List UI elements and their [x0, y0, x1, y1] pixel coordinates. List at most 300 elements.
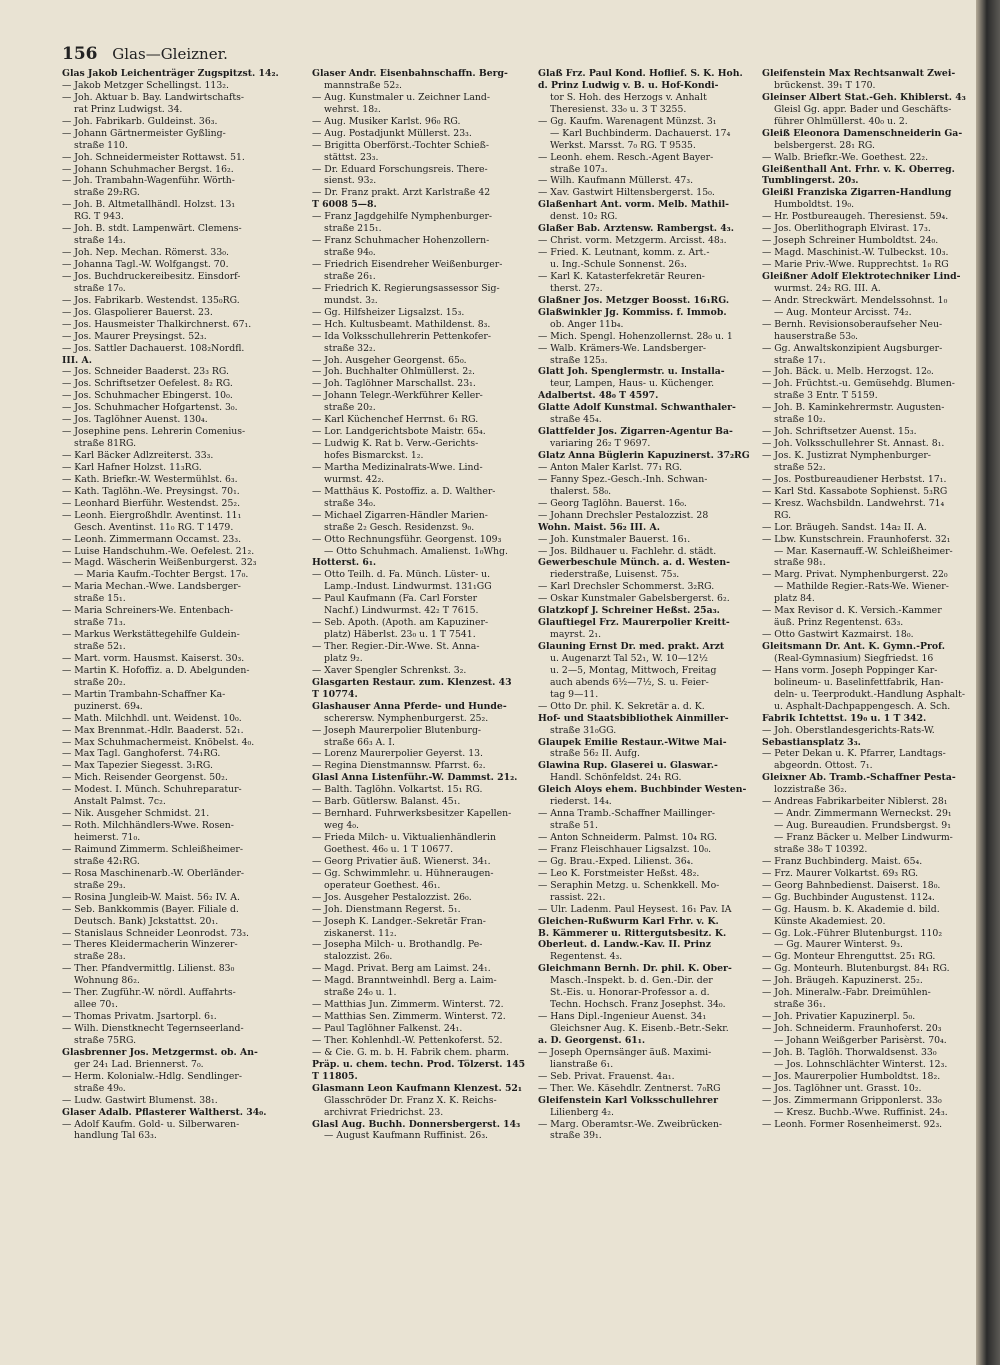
directory-line: scherersw. Nymphenburgerst. 25₂.	[324, 712, 489, 724]
directory-line: — Aug. Postadjunkt Müllerst. 23₃.	[312, 127, 472, 139]
directory-line: — Mich. Reisender Georgenst. 50₂.	[62, 772, 228, 784]
directory-line: puzinerst. 69₄.	[74, 700, 143, 712]
directory-line: — Josephine pens. Lehrerin Comenius-	[62, 426, 246, 438]
directory-line: — Aug. Monteur Arcisst. 74₂.	[774, 306, 912, 318]
directory-line: wurmst. 42₂.	[324, 473, 385, 485]
directory-line: straße 10₂.	[774, 414, 826, 426]
directory-line: — Franz Jagdgehilfe Nymphenburger-	[312, 211, 493, 223]
directory-line: — Gg. Hausm. b. K. Akademie d. bild.	[762, 903, 940, 915]
directory-line: Glasgarten Restaur. zum. Klenzest. 43	[312, 676, 512, 688]
directory-line: — Adolf Kaufm. Gold- u. Silberwaren-	[62, 1118, 240, 1130]
directory-line: — Jos. Bildhauer u. Fachlehr. d. städt.	[538, 545, 717, 557]
directory-line: platz 84.	[774, 593, 815, 605]
page-header	[62, 44, 942, 68]
directory-line: — Gg. Lok.-Führer Blutenburgst. 110₂	[762, 927, 943, 939]
directory-line: Handl. Schönfeldst. 24₁ RG.	[550, 772, 682, 784]
directory-line: führer Ohlmüllerst. 40₀ u. 2.	[774, 115, 908, 127]
directory-line: — Gg. Hilfsheizer Ligsalzst. 15₃.	[312, 306, 465, 318]
directory-line: — Maria Schreiners-We. Entenbach-	[62, 605, 234, 617]
directory-line: — Jos. Schneider Baaderst. 23₃ RG.	[62, 366, 229, 378]
directory-line: straße 20₂.	[324, 402, 376, 414]
directory-line: — Johann Telegr.-Werkführer Keller-	[312, 390, 483, 402]
directory-line: — Leo K. Forstmeister Heßst. 48₂.	[538, 867, 700, 879]
directory-line: — Fanny Spez.-Gesch.-Inh. Schwan-	[538, 473, 708, 485]
directory-line: Gleißner Adolf Elektrotechniker Lind-	[762, 270, 961, 282]
directory-line: — Franz Bäcker u. Melber Lindwurm-	[774, 832, 953, 843]
directory-line: Humboldtst. 19₀.	[774, 199, 855, 211]
directory-line: T 10774.	[312, 688, 358, 700]
directory-line: — Martin Trambahn-Schaffner Ka-	[62, 688, 226, 700]
directory-line: — Joh. B. stdt. Lampenwärt. Clemens-	[62, 223, 242, 235]
directory-line: Präp. u. chem. techn. Prod. Tölzerst. 145	[312, 1058, 526, 1070]
directory-line: Glatz Anna Büglerin Kapuzinerst. 37₂RG	[538, 450, 750, 461]
directory-line: — Jos. Maurer Preysingst. 52₃.	[62, 330, 207, 342]
directory-line: — Maria Kaufm.-Tochter Bergst. 17₀.	[74, 569, 249, 581]
directory-line: — Max Brennmat.-Hdlr. Baaderst. 52₁.	[62, 724, 244, 736]
directory-line: — Jos. Lohnschlächter Winterst. 12₃.	[774, 1058, 948, 1070]
directory-line: — Georg Bahnbedienst. Daiserst. 18₀.	[762, 879, 941, 891]
directory-line: platz) Häberlst. 23₀ u. 1 T 7541.	[324, 629, 476, 641]
directory-line: wurmst. 24₂ RG. III. A.	[774, 282, 881, 294]
directory-line: — Georg Privatier äuß. Wienerst. 34₁.	[312, 855, 491, 867]
directory-line: — Joh. Buchhalter Ohlmüllerst. 2₂.	[312, 366, 475, 378]
directory-line: — Hans Dipl.-Ingenieur Auenst. 34₁	[538, 1011, 707, 1023]
directory-line: — Stanislaus Schneider Leonrodst. 73₃.	[62, 927, 249, 939]
directory-line: — Joh. Schriftsetzer Auenst. 15₃.	[762, 426, 917, 438]
directory-line: Oberleut. d. Landw.-Kav. II. Prinz	[538, 939, 712, 951]
directory-line: — Anton Maler Karlst. 77₁ RG.	[538, 461, 683, 473]
directory-line: — Otto Dr. phil. K. Sekretär a. d. K.	[538, 700, 705, 712]
directory-line: Glaser Andr. Eisenbahnschaffn. Berg-	[312, 68, 508, 79]
directory-line: — Hr. Postbureaugeh. Theresienst. 59₄.	[762, 211, 949, 223]
directory-line: Glaser Adalb. Pflasterer Waltherst. 34₀.	[62, 1106, 267, 1118]
directory-line: — Markus Werkstättegehilfe Guldein-	[62, 629, 240, 641]
directory-line: d. Prinz Ludwig v. B. u. Hof-Kondi-	[538, 79, 719, 91]
directory-line: deln- u. Teerprodukt.-Handlung Asphalt-	[774, 688, 965, 700]
directory-line: — Paul Taglöhner Falkenst. 24₁.	[312, 1023, 463, 1034]
book-binding	[976, 0, 1000, 1365]
directory-line: — Leonhard Bierführ. Westendst. 25₂.	[62, 497, 241, 509]
directory-line: straße 45₄.	[550, 414, 602, 426]
directory-line: — Ther. Zugführ.-W. nördl. Auffahrts-	[62, 987, 236, 999]
directory-line: — Joh. Volksschullehrer St. Annast. 8₁.	[762, 438, 945, 450]
directory-line: — Lor. Landgerichtsbote Maistr. 65₄.	[312, 426, 486, 438]
directory-line: — Dr. Franz prakt. Arzt Karlstraße 42	[312, 187, 491, 199]
directory-line: Glatte Adolf Kunstmal. Schwanthaler-	[538, 402, 736, 414]
directory-line: — Jos. Glaspolierer Bauerst. 23.	[62, 306, 213, 318]
directory-line: — Martha Medizinalrats-Wwe. Lind-	[312, 461, 483, 473]
directory-line: — Joh. Früchtst.-u. Gemüsehdg. Blumen-	[762, 378, 955, 390]
directory-line: — Magd. Privat. Berg am Laimst. 24₁.	[312, 963, 491, 975]
directory-line: — Jos. Fabrikarb. Westendst. 135₀RG.	[62, 294, 240, 306]
directory-line: äuß. Prinz Regentenst. 63₃.	[774, 617, 904, 629]
directory-line: — Joh. Trambahn-Wagenführ. Wörth-	[62, 175, 235, 187]
directory-line: Glas Jakob Leichenträger Zugspitzst. 14₂.	[62, 68, 279, 79]
directory-line: — Jos. Schriftsetzer Oefelest. 8₂ RG.	[62, 378, 233, 390]
directory-line: — Herm. Kolonialw.-Hdlg. Sendlinger-	[62, 1070, 242, 1082]
directory-line: — Franz Fleischhauer Ligsalzst. 10₀.	[538, 843, 712, 855]
directory-line: straße 107₃.	[550, 163, 608, 175]
directory-line: — Oskar Kunstmaler Gabelsbergerst. 6₂.	[538, 593, 730, 605]
directory-line: straße 39₁.	[550, 1130, 602, 1142]
directory-line: — Marie Priv.-Wwe. Rupprechtst. 1₀ RG	[762, 259, 949, 270]
directory-line: straße 29₂RG.	[74, 187, 140, 199]
directory-line: straße 32₂.	[324, 342, 376, 354]
directory-line: — Jakob Metzger Schellingst. 113₂.	[62, 79, 229, 91]
directory-line: tag 9—11.	[550, 688, 599, 700]
directory-line: Regentenst. 4₃.	[550, 951, 623, 963]
directory-line: — Ther. Kohlenhdl.-W. Pettenkoferst. 52.	[312, 1034, 503, 1046]
directory-line: — Gg. Buchbinder Augustenst. 112₄.	[762, 891, 935, 903]
directory-line: — Roth. Milchhändlers-Wwe. Rosen-	[62, 820, 234, 832]
directory-line: — Ulr. Ladenm. Paul Heysest. 16₁ Pav. IA	[538, 903, 732, 915]
directory-line: riederst. 14₄.	[550, 796, 612, 808]
directory-line: — Matthäus K. Postoffiz. a. D. Walther-	[312, 485, 496, 497]
directory-line: — Walb. Briefkr.-We. Goethest. 22₂.	[762, 151, 929, 163]
directory-line: Adalbertst. 48₀ T 4597.	[538, 390, 659, 402]
directory-line: straße 52₂.	[774, 461, 826, 473]
directory-line: thalerst. 58₀.	[550, 485, 612, 497]
directory-line: — Joseph Opernsänger äuß. Maximi-	[538, 1046, 712, 1058]
directory-line: straße 66₃ A. I.	[324, 736, 395, 748]
directory-line: Gleisl Gg. appr. Bader und Geschäfts-	[774, 103, 952, 115]
directory-line: — Jos. Schuhmacher Ebingerst. 10₀.	[62, 390, 233, 402]
directory-line: Anstalt Palmst. 7c₂.	[74, 796, 166, 808]
directory-line: — Joh. B. Altmetallhändl. Holzst. 13₁	[62, 199, 236, 211]
directory-line: Künste Akademiest. 20.	[774, 915, 886, 927]
directory-line: straße 56₂ II. Aufg.	[550, 748, 640, 760]
directory-line: Gleifenstein Max Rechtsanwalt Zwei-	[762, 68, 956, 79]
directory-line: — Xav. Gastwirt Hiltensbergerst. 15₀.	[538, 187, 715, 199]
directory-line: straße 17₀.	[74, 282, 126, 294]
directory-line: RG.	[774, 509, 792, 521]
directory-line: therst. 27₂.	[550, 282, 603, 294]
directory-line: — Ludwig K. Rat b. Verw.-Gerichts-	[312, 438, 479, 450]
directory-line: Sebastiansplatz 3₃.	[762, 736, 861, 748]
directory-line: Gleichen-Rußwurm Karl Frhr. v. K.	[538, 915, 719, 927]
directory-line: — Wilh. Kaufmann Müllerst. 47₃.	[538, 175, 694, 187]
directory-line: Gleichsner Aug. K. Eisenb.-Betr.-Sekr.	[550, 1023, 729, 1034]
directory-line: wehrst. 18₂.	[324, 103, 381, 115]
directory-line: — Otto Rechnungsführ. Georgenst. 109₃	[312, 533, 502, 545]
directory-line: Theresienst. 33₀ u. 3 T 3255.	[550, 103, 687, 115]
directory-line: — Johann Schuhmacher Bergst. 16₂.	[62, 163, 234, 175]
directory-line: — Walb. Krämers-We. Landsberger-	[538, 342, 707, 354]
directory-line: Glasschröder Dr. Franz X. K. Reichs-	[324, 1094, 497, 1106]
directory-line: ger 24₁ Lad. Briennerst. 7₀.	[74, 1058, 204, 1070]
directory-line: — Max Tapezier Siegesst. 3₁RG.	[62, 760, 213, 772]
directory-line: — Math. Milchhdl. unt. Weidenst. 10₀.	[62, 712, 242, 724]
directory-line: — Leonh. Former Rosenheimerst. 92₃.	[762, 1118, 943, 1130]
directory-line: — Joh. B. Kaminkehrermstr. Augusten-	[762, 402, 945, 414]
directory-line: platz 9₂.	[324, 652, 363, 664]
directory-line: — Marg. Oberamtsr.-We. Zweibrücken-	[538, 1118, 722, 1130]
directory-line: — Joh. Aktuar b. Bay. Landwirtschafts-	[62, 91, 245, 103]
directory-line: u. 2—5, Montag, Mittwoch, Freitag	[550, 664, 717, 676]
directory-line: — Gg. Brau.-Exped. Lilienst. 36₄.	[538, 855, 694, 867]
directory-line: — Anna Tramb.-Schaffner Maillinger-	[538, 808, 716, 820]
directory-line: — Joh. Schneiderm. Fraunhoferst. 20₃	[762, 1023, 942, 1034]
directory-line: — Nik. Ausgeher Schmidst. 21.	[62, 808, 210, 820]
directory-line: — Karl Hafner Holzst. 11₃RG.	[62, 461, 202, 473]
directory-line: — Mar. Kasernauff.-W. Schleißheimer-	[774, 545, 953, 557]
directory-line: — Hans vorm. Joseph Poppinger Kar-	[762, 664, 938, 676]
directory-line: straße 94₀.	[324, 247, 376, 259]
directory-line: straße 125₃.	[550, 354, 608, 366]
directory-line: — Rosa Maschinenarb.-W. Oberländer-	[62, 867, 245, 879]
directory-line: — Jos. Ausgeher Pestalozzist. 26₀.	[312, 891, 472, 903]
directory-line: riederstraße, Luisenst. 75₃.	[550, 569, 680, 581]
directory-line: — Franz Schuhmacher Hohenzollern-	[312, 235, 490, 247]
directory-line: — Jos. Schuhmacher Hofgartenst. 3₀.	[62, 402, 238, 414]
directory-line: u. Augenarzt Tal 52₁, W. 10—12½	[550, 652, 708, 664]
directory-line: — Lbw. Kunstschrein. Fraunhoferst. 32₁	[762, 533, 951, 545]
directory-line: — Ida Volksschullehrerin Pettenkofer-	[312, 330, 491, 342]
directory-line: — Balth. Taglöhn. Volkartst. 15₁ RG.	[312, 784, 483, 796]
directory-line: — Seb. Apoth. (Apoth. am Kapuziner-	[312, 617, 489, 629]
directory-line: — Andr. Zimmermann Werneckst. 29₁	[774, 808, 952, 820]
directory-line: — Jos. Taglöhner unt. Grasst. 10₂.	[762, 1082, 922, 1094]
directory-line: — Magd. Branntweinhdl. Berg a. Laim-	[312, 975, 497, 987]
directory-line: rat Prinz Ludwigst. 34.	[74, 103, 183, 115]
directory-line: — Fried. K. Leutnant, komm. z. Art.-	[538, 247, 710, 259]
directory-line: — Matthias Sen. Zimmerm. Winterst. 72.	[312, 1011, 506, 1023]
directory-line: straße 24₀ u. 1.	[324, 987, 397, 999]
directory-line: belsbergerst. 28₁ RG.	[774, 139, 875, 151]
directory-line: straße 17₁.	[774, 354, 826, 366]
directory-line: — Regina Dienstmannsw. Pfarrst. 6₂.	[312, 760, 486, 772]
directory-line: brückenst. 39₁ T 170.	[774, 79, 876, 91]
directory-line: — Brigitta Oberförst.-Tochter Schieß-	[312, 139, 489, 151]
directory-line: — Rosina Jungleib-W. Maist. 56₂ IV. A.	[62, 891, 240, 903]
directory-line: — Ther. We. Käsehdlr. Zentnerst. 7₀RG	[538, 1082, 721, 1094]
directory-line: (Real-Gymnasium) Siegfriedst. 16	[774, 652, 934, 664]
directory-line: — Joh. Bräugeh. Kapuzinerst. 25₂.	[762, 975, 923, 987]
directory-line: — Leonh. Zimmermann Occamst. 23₃.	[62, 533, 242, 545]
page-range: Glas—Gleizner.	[112, 45, 228, 63]
directory-line: — Joh. Schneidermeister Rottawst. 51.	[62, 151, 245, 163]
directory-line: Glauning Ernst Dr. med. prakt. Arzt	[538, 641, 725, 652]
directory-line: — Joh. Taglöhner Marschallst. 23₁.	[312, 378, 476, 390]
directory-line: straße 29₃.	[74, 879, 126, 891]
directory-line: — Joh. Bäck. u. Melb. Herzogst. 12₀.	[762, 366, 934, 378]
directory-line: — Karl Std. Kassabote Sophienst. 5₃RG	[762, 485, 948, 497]
directory-line: — Seb. Privat. Frauenst. 4a₁.	[538, 1070, 675, 1082]
directory-line: Lamp.-Indust. Lindwurmst. 131₁GG	[324, 581, 492, 593]
directory-line: Glaßenhart Ant. vorm. Melb. Mathil-	[538, 199, 729, 211]
directory-line: — Gg. Monteurh. Blutenburgst. 84₁ RG.	[762, 963, 950, 975]
directory-line: — Frieda Milch- u. Viktualienhändlerin	[312, 832, 496, 843]
directory-line: Glaßer Bab. Arztensw. Rambergst. 4₃.	[538, 223, 734, 235]
directory-line: — Gg. Anwaltskonzipient Augsburger-	[762, 342, 943, 354]
directory-line: — Otto Gastwirt Kazmairst. 18₀.	[762, 629, 914, 641]
directory-line: — Franz Buchbinderg. Maist. 65₄.	[762, 855, 923, 867]
directory-line: St.-Eis. u. Honorar-Professor a. d.	[550, 987, 710, 999]
directory-line: straße 28₃.	[74, 951, 126, 963]
directory-line: straße 36₁.	[774, 999, 826, 1011]
directory-line: Gleiß Eleonora Damenschneiderin Ga-	[762, 127, 963, 139]
directory-line: — Jos. Taglöhner Auenst. 130₄.	[62, 414, 208, 426]
directory-line: — Max Tagl. Ganghoferst. 74₁RG.	[62, 748, 221, 760]
directory-line: — Friedrich Eisendreher Weißenburger-	[312, 259, 503, 270]
directory-line: — Karl Küchenchef Herrnst. 6₁ RG.	[312, 414, 479, 426]
directory-line: — Josepha Milch- u. Brothandlg. Pe-	[312, 939, 483, 951]
directory-line: u. Ing.-Schule Sonnenst. 26₃.	[550, 259, 687, 270]
directory-line: Gleifenstein Karl Volksschullehrer	[538, 1094, 718, 1106]
directory-line: hofes Bismarckst. 1₂.	[324, 450, 424, 461]
directory-line: T 11805.	[312, 1070, 358, 1082]
directory-line: — Jos. Oberlithograph Elvirast. 17₃.	[762, 223, 931, 235]
directory-line: straße 75RG.	[74, 1034, 137, 1046]
directory-line: allee 70₁.	[74, 999, 118, 1011]
directory-line: straße 2₂ Gesch. Residenzst. 9₀.	[324, 521, 475, 533]
directory-line: Gleitsmann Dr. Ant. K. Gymn.-Prof.	[762, 641, 945, 652]
directory-line: — Aug. Kunstmaler u. Zeichner Land-	[312, 91, 490, 103]
directory-line: — Raimund Zimmerm. Schleißheimer-	[62, 843, 244, 855]
directory-line: — Jos. K. Justizrat Nymphenburger-	[762, 450, 931, 461]
directory-line: — Gg. Monteur Ehrenguttst. 25₁ RG.	[762, 951, 936, 963]
directory-line: variaring 26₂ T 9697.	[550, 438, 651, 450]
directory-line: — Joseph K. Landger.-Sekretär Fran-	[312, 915, 486, 927]
directory-line: abgeordn. Ottost. 7₁.	[774, 760, 873, 772]
directory-line: handlung Tal 63₃.	[74, 1130, 157, 1142]
directory-line: — Joh. Privatier Kapuzinerpl. 5₀.	[762, 1011, 916, 1023]
directory-line: Glatt Joh. Spenglermstr. u. Installa-	[538, 366, 725, 378]
directory-line: — Kath. Briefkr.-W. Westermühlst. 6₃.	[62, 473, 238, 485]
directory-line: — Leonh. ehem. Resch.-Agent Bayer-	[538, 151, 714, 163]
directory-line: Gleißenthall Ant. Frhr. v. K. Oberreg.	[762, 163, 955, 175]
directory-column-4	[762, 68, 976, 1358]
directory-line: — Ther. Regier.-Dir.-Wwe. St. Anna-	[312, 641, 480, 652]
directory-line: straße 215₁.	[324, 223, 382, 235]
directory-line: — Joh. B. Taglöh. Thorwaldsenst. 33₀	[762, 1046, 937, 1058]
directory-line: — Mich. Spengl. Hohenzollernst. 28₀ u. 1	[538, 330, 733, 342]
directory-line: — Otto Schuhmach. Amalienst. 1₀Whg.	[324, 545, 508, 557]
directory-line: auch abends 6½—7½, S. u. Feier-	[550, 676, 709, 688]
directory-line: — Max Revisor d. K. Versich.-Kammer	[762, 605, 942, 617]
directory-line: — Anton Schneiderm. Palmst. 10₄ RG.	[538, 832, 718, 843]
directory-line: — Jos. Postbureaudiener Herbstst. 17₁.	[762, 473, 947, 485]
directory-line: — Bernh. Revisionsoberaufseher Neu-	[762, 318, 943, 330]
directory-line: Tumblingerst. 20₃.	[762, 175, 859, 187]
directory-line: — Wilh. Dienstknecht Tegernseerland-	[62, 1023, 244, 1034]
directory-line: — Kresz. Wachsbildn. Landwehrst. 71₄	[762, 497, 945, 509]
directory-line: Gleich Aloys ehem. Buchbinder Westen-	[538, 784, 747, 796]
directory-line: denst. 10₂ RG.	[550, 211, 618, 223]
directory-line: — Joh. Kunstmaler Bauerst. 16₁.	[538, 533, 691, 545]
directory-line: Techn. Hochsch. Franz Josephst. 34₀.	[550, 999, 726, 1011]
directory-line: Glaßner Jos. Metzger Boosst. 16₁RG.	[538, 294, 730, 306]
directory-line: — Joh. Dienstmann Regerst. 5₁.	[312, 903, 461, 915]
directory-line: — Dr. Eduard Forschungsreis. There-	[312, 163, 488, 175]
directory-line: stalozzist. 26₀.	[324, 951, 393, 963]
directory-line: rassist. 22₁.	[550, 891, 606, 903]
directory-line: Fabrik Ichtettst. 19₀ u. 1 T 342.	[762, 712, 927, 724]
directory-line: — Johanna Tagl.-W. Wolfgangst. 70.	[62, 259, 229, 270]
directory-line: Glatzkopf J. Schreiner Heßst. 25a₃.	[538, 605, 720, 617]
directory-line: — Martin K. Hofoffiz. a. D. Abelgunden-	[62, 664, 250, 676]
directory-line: — & Cie. G. m. b. H. Fabrik chem. pharm.	[312, 1046, 510, 1058]
directory-line: — Karl Bäcker Adlzreiterst. 33₃.	[62, 450, 214, 461]
directory-line: Hof- und Staatsbibliothek Ainmiller-	[538, 712, 729, 724]
directory-line: straße 42₁RG.	[74, 855, 140, 867]
directory-line: — Marg. Privat. Nymphenburgerst. 22₀	[762, 569, 948, 581]
directory-line: straße 81RG.	[74, 438, 137, 450]
directory-line: straße 38₀ T 10392.	[774, 843, 868, 855]
directory-line: — Matthias Jun. Zimmerm. Winterst. 72.	[312, 999, 504, 1011]
directory-line: Gesch. Aventinst. 11₀ RG. T 1479.	[74, 521, 234, 533]
directory-line: — Ther. Pfandvermittlg. Lilienst. 83₀	[62, 963, 235, 975]
page-number: 156	[62, 44, 98, 64]
directory-line: — Christ. vorm. Metzgerm. Arcisst. 48₃.	[538, 235, 727, 247]
directory-line: Masch.-Inspekt. b. d. Gen.-Dir. der	[550, 975, 713, 987]
directory-line: Glashauser Anna Pferde- und Hunde-	[312, 700, 507, 712]
directory-line: — Johann Weißgerber Parisèrst. 70₄.	[774, 1034, 947, 1046]
directory-line: — Jos. Hausmeister Thalkirchnerst. 67₁.	[62, 318, 252, 330]
directory-line: RG. T 943.	[74, 211, 124, 223]
directory-line: — Frz. Maurer Volkartst. 69₃ RG.	[762, 867, 919, 879]
directory-line: — Johann Drechsler Pestalozzist. 28	[538, 509, 709, 521]
directory-line: — Barb. Gütlersw. Balanst. 45₁.	[312, 796, 461, 808]
directory-line: — Joh. Oberstlandesgerichts-Rats-W.	[762, 724, 935, 736]
directory-line: — Bernhard. Fuhrwerksbesitzer Kapellen-	[312, 808, 512, 820]
directory-line: — Mathilde Regier.-Rats-We. Wiener-	[774, 581, 949, 593]
directory-line: — Paul Kaufmann (Fa. Carl Forster	[312, 593, 478, 605]
directory-line: — Joh. Nep. Mechan. Römerst. 33₀.	[62, 247, 229, 259]
directory-line: — Xaver Spengler Schrenkst. 3₂.	[312, 664, 467, 676]
directory-line: bolineum- u. Baselinfettfabrik, Han-	[774, 676, 944, 688]
directory-line: heimerst. 71₀.	[74, 832, 141, 843]
directory-column-2	[312, 68, 532, 1358]
directory-line: — Joseph Schreiner Humboldtst. 24₀.	[762, 235, 939, 247]
directory-line: Glasl Aug. Buchh. Donnersbergerst. 14₃	[312, 1118, 521, 1130]
directory-line: — Hch. Kultusbeamt. Mathildenst. 8₃.	[312, 318, 491, 330]
directory-line: — Seraphin Metzg. u. Schenkkell. Mo-	[538, 879, 720, 891]
directory-line: — Thomas Privatm. Jsartorpl. 6₁.	[62, 1011, 217, 1023]
directory-line: straße 98₁.	[774, 557, 826, 569]
directory-line: archivrat Friedrichst. 23.	[324, 1106, 444, 1118]
directory-line: Goethest. 46₀ u. 1 T 10677.	[324, 843, 454, 855]
directory-line: Glattfelder Jos. Zigarren-Agentur Ba-	[538, 426, 733, 438]
directory-line: u. Asphalt-Dachpappengesch. A. Sch.	[774, 700, 951, 712]
directory-line: — Jos. Maurerpolier Humboldtst. 18₂.	[762, 1070, 941, 1082]
directory-line: lianstraße 6₁.	[550, 1058, 614, 1070]
directory-line: — Michael Zigarren-Händler Marien-	[312, 509, 488, 521]
directory-line: — Kresz. Buchb.-Wwe. Ruffinist. 24₃.	[774, 1106, 948, 1118]
directory-line: — Seb. Bankkommis (Bayer. Filiale d.	[62, 903, 239, 915]
directory-line: — Leonh. Eiergroßhdlr. Aventinst. 11₁	[62, 509, 242, 521]
directory-line: — Jos. Buchdruckereibesitz. Einsdorf-	[62, 270, 241, 282]
directory-line: — Theres Kleidermacherin Winzerer-	[62, 939, 238, 951]
directory-line: Gleixner Ab. Tramb.-Schaffner Pesta-	[762, 772, 956, 784]
directory-line: stättst. 23₃.	[324, 151, 379, 163]
directory-line: — Lorenz Maurerpolier Geyerst. 13.	[312, 748, 483, 760]
directory-line: lozzistraße 36₂.	[774, 784, 848, 796]
directory-line: ob. Anger 11b₄.	[550, 318, 624, 330]
directory-line: tor S. Hoh. des Herzogs v. Anhalt	[550, 91, 707, 103]
directory-line: Glasbrenner Jos. Metzgermst. ob. An-	[62, 1046, 258, 1058]
directory-line: weg 4₀.	[324, 820, 359, 832]
directory-line: Lilienberg 4₂.	[550, 1106, 614, 1118]
directory-line: straße 14₃.	[74, 235, 126, 247]
directory-line: Glaß Frz. Paul Kond. Hoflief. S. K. Hoh.	[538, 68, 743, 79]
directory-line: — Luise Handschuhm.-We. Oefelest. 21₂.	[62, 545, 255, 557]
directory-line: Gleinser Albert Stat.-Geh. Khiblerst. 4₃	[762, 91, 966, 103]
directory-line: — Aug. Bureaudien. Frundsbergst. 9₁	[774, 820, 951, 832]
directory-line: — Magd. Maschinist.-W. Tulbeckst. 10₃.	[762, 247, 949, 259]
directory-line: — Joh. Fabrikarb. Guldeinst. 36₃.	[62, 115, 218, 127]
directory-line: Wohn. Maist. 56₂ III. A.	[538, 521, 660, 533]
